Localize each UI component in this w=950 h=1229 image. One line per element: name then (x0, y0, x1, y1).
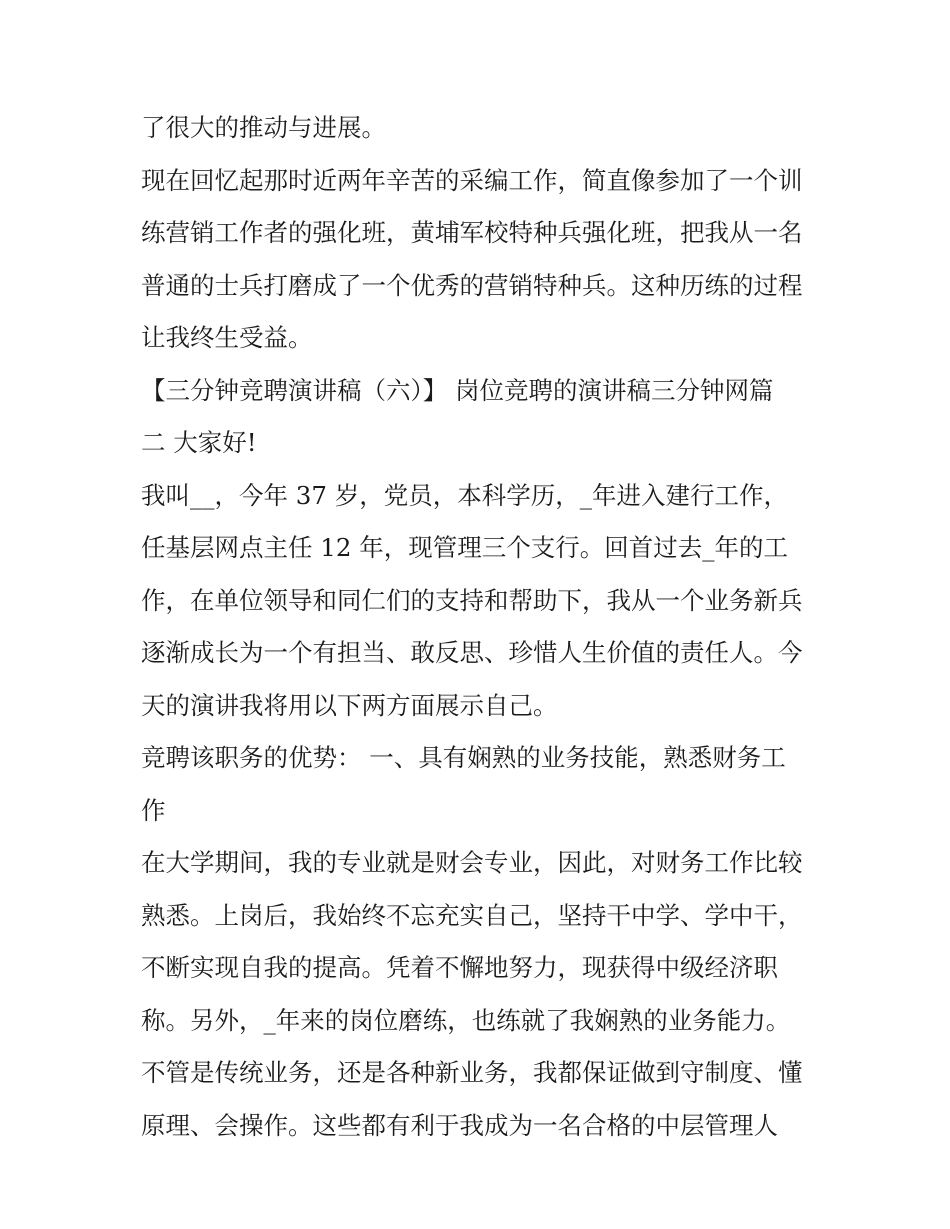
text-line: 作 (141, 795, 166, 825)
body-text (141, 108, 821, 1158)
text-line: 练营销工作者的强化班，黄埔军校特种兵强化班，把我从一名 (141, 218, 803, 247)
text-line: 我叫__，今年 37 岁，党员，本科学历，_年进入建行工作， (141, 480, 788, 510)
text-line: 现在回忆起那时近两年辛苦的采编工作，简直像参加了一个训 (141, 165, 803, 195)
text-line: 熟悉。上岗后，我始终不忘充实自己，坚持干中学、学中干， (141, 900, 803, 930)
text-line: 作，在单位领导和同仁们的支持和帮助下，我从一个业务新兵 (141, 585, 803, 615)
text-line: 普通的士兵打磨成了一个优秀的营销特种兵。这种历练的过程 (141, 270, 803, 300)
text-line: 在大学期间，我的专业就是财会专业，因此，对财务工作比较 (141, 848, 803, 877)
text-line: 让我终生受益。 (141, 323, 313, 352)
section-heading: 【三分钟竞聘演讲稿（六）】 岗位竞聘的演讲稿三分钟网篇 (141, 375, 774, 405)
text-line: 称。另外，_年来的岗位磨练，也练就了我娴熟的业务能力。 (141, 1005, 791, 1035)
text-line: 原理、会操作。这些都有利于我成为一名合格的中层管理人 (141, 1110, 778, 1140)
text-line: 任基层网点主任 12 年，现管理三个支行。回首过去_年的工 (141, 533, 788, 562)
text-line: 逐渐成长为一个有担当、敢反思、珍惜人生价值的责任人。今 (141, 638, 803, 667)
text-line: 天的演讲我将用以下两方面展示自己。 (141, 690, 558, 720)
text-line: 二 大家好! (141, 428, 257, 457)
text-line: 了很大的推动与进展。 (141, 113, 386, 142)
text-line: 不管是传统业务，还是各种新业务，我都保证做到守制度、懂 (141, 1058, 803, 1087)
text-line: 竞聘该职务的优势： 一、具有娴熟的业务技能，熟悉财务工 (141, 743, 786, 772)
text-line: 不断实现自我的提高。凭着不懈地努力，现获得中级经济职 (141, 953, 778, 982)
